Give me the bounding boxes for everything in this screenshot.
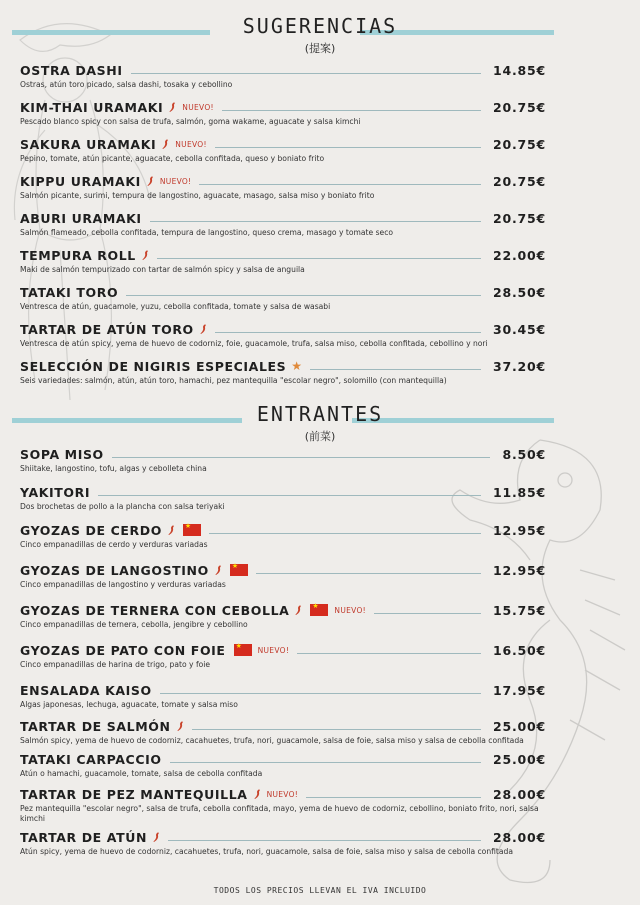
item-description: Ostras, atún toro picado, salsa dashi, tosaka y cebollino [20,80,233,89]
menu-item [20,785,546,824]
section-title: SUGERENCIAS [242,14,398,38]
menu-item-row [20,283,546,301]
menu-item [20,601,546,630]
menu-item-row [20,828,546,846]
chili-pepper-icon [294,605,302,615]
section-title: ENTRANTES [256,402,384,426]
menu-item-row [20,357,546,375]
entrantes-list [20,445,546,857]
menu-item [20,283,546,312]
item-price: 12.95€ [492,562,546,578]
item-name: TATAKI CARPACCIO [20,751,162,767]
menu-item [20,750,546,779]
item-name: GYOZAS DE PATO CON FOIE [20,642,226,658]
leader-line [256,573,481,574]
menu-item [20,209,546,238]
menu-item [20,717,546,746]
menu-item [20,246,546,275]
item-description: Shiitake, langostino, tofu, algas y cebolleta china [20,464,207,473]
menu-item-row [20,483,546,501]
item-price: 20.75€ [492,210,546,226]
item-description: Algas japonesas, lechuga, aguacate, tomate y salsa miso [20,700,238,709]
item-description: Ventresca de atún spicy, yema de huevo de codorniz, foie, guacamole, trufa, salsa miso, cebolla confitada, cebollino y nori [20,339,488,348]
item-description: Dos brochetas de pollo a la plancha con salsa teriyaki [20,502,225,511]
new-badge: NUEVO! [182,102,214,112]
menu-item [20,641,546,670]
item-description: Cinco empanadillas de ternera, cebolla, jengibre y cebollino [20,620,248,629]
menu-item-row [20,750,546,768]
menu-item-row [20,601,546,619]
item-name: KIPPU URAMAKI [20,173,141,189]
menu-item-row [20,785,546,803]
chili-pepper-icon [141,250,149,260]
leader-line [222,110,481,111]
item-description: Pez mantequilla "escolar negro", salsa de trufa, cebolla confitada, mayo, yema de huevo de codorniz, cebollino, boniato frito, nori, salsa kimchi [20,804,539,823]
leader-line [199,184,481,185]
menu-item-row [20,320,546,338]
menu-item-row [20,445,546,463]
menu-item-row [20,641,546,659]
item-name: TATAKI TORO [20,284,119,300]
sugerencias-list [20,61,546,386]
item-name: KIM-THAI URAMAKI [20,99,164,115]
item-name: GYOZAS DE CERDO [20,522,162,538]
item-price: 22.00€ [492,247,546,263]
leader-line [131,73,481,74]
item-price: 8.50€ [502,446,546,462]
leader-line [170,762,481,763]
leader-line [98,495,481,496]
new-badge: NUEVO! [334,605,366,615]
item-price: 25.00€ [492,751,546,767]
item-name: TARTAR DE ATÚN TORO [20,321,194,337]
item-price: 28.00€ [492,829,546,845]
chili-pepper-icon [176,721,184,731]
leader-line [157,258,481,259]
item-price: 12.95€ [492,522,546,538]
menu-item [20,98,546,127]
chili-pepper-icon [167,525,175,535]
chili-pepper-icon [199,324,207,334]
menu-item [20,561,546,590]
item-name: SELECCIÓN DE NIGIRIS ESPECIALES [20,358,287,374]
leader-line [160,693,481,694]
item-price: 17.95€ [492,682,546,698]
menu-item-row [20,717,546,735]
chili-pepper-icon [161,139,169,149]
menu-item [20,357,546,386]
menu-item [20,320,546,349]
item-description: Seis variedades: salmón, atún, atún toro, hamachi, pez mantequilla "escolar negro", solomillo (con mantequilla) [20,376,447,385]
item-description: Cinco empanadillas de langostino y verduras variadas [20,580,226,589]
leader-line [168,840,481,841]
item-name: TARTAR DE ATÚN [20,829,148,845]
item-price: 20.75€ [492,173,546,189]
item-description: Pepino, tomate, atún picante, aguacate, cebolla confitada, queso y boniato frito [20,154,325,163]
china-flag-icon [234,644,252,656]
item-price: 28.50€ [492,284,546,300]
item-name: ABURI URAMAKI [20,210,142,226]
menu-item-row [20,98,546,116]
leader-line [192,729,481,730]
new-badge: NUEVO! [159,176,192,186]
menu-item [20,681,546,710]
leader-line [126,295,481,296]
item-name: GYOZAS DE LANGOSTINO [20,562,209,578]
chili-pepper-icon [146,176,154,186]
menu-item [20,521,546,550]
leader-line [150,221,481,222]
menu-item [20,135,546,164]
menu-item-row [20,209,546,227]
leader-line [209,533,481,534]
item-price: 20.75€ [492,136,546,152]
item-description: Maki de salmón tempurizado con tartar de salmón spicy y salsa de anguila [20,265,305,274]
menu-item-row [20,135,546,153]
chili-pepper-icon [168,102,176,112]
china-flag-icon [230,564,248,576]
new-badge: NUEVO! [175,139,207,149]
chili-pepper-icon [253,789,261,799]
item-name: TEMPURA ROLL [20,247,136,263]
leader-line [374,613,481,614]
item-name: TARTAR DE PEZ MANTEQUILLA [20,786,248,802]
item-price: 20.75€ [492,99,546,115]
leader-line [215,147,481,148]
item-price: 30.45€ [492,321,546,337]
footer-note: TODOS LOS PRECIOS LLEVAN EL IVA INCLUIDO [213,886,427,895]
item-description: Atún o hamachi, guacamole, tomate, salsa de cebolla confitada [20,769,263,778]
leader-line [297,653,481,654]
menu-item [20,61,546,90]
item-name: SAKURA URAMAKI [20,136,157,152]
item-price: 14.85€ [492,62,546,78]
china-flag-icon [183,524,201,536]
chili-pepper-icon [214,565,222,575]
menu-item-row [20,246,546,264]
item-price: 37.20€ [492,358,546,374]
item-price: 16.50€ [492,642,546,658]
menu-item [20,828,546,857]
item-description: Pescado blanco spicy con salsa de trufa, salmón, goma wakame, aguacate y salsa kimchi [20,117,361,126]
menu-item [20,483,546,512]
item-name: ENSALADA KAISO [20,682,152,698]
menu-item [20,445,546,474]
item-description: Cinco empanadillas de harina de trigo, pato y foie [20,660,211,669]
item-description: Atún spicy, yema de huevo de codorniz, cacahuetes, trufa, nori, guacamole, salsa de foie, salsa miso y salsa de cebolla confitada [20,847,514,856]
item-description: Salmón spicy, yema de huevo de codorniz, cacahuetes, trufa, nori, guacamole, salsa de foie, salsa miso y salsa de cebolla confitada [20,736,524,745]
leader-line [310,369,481,370]
item-description: Salmón flameado, cebolla confitada, tempura de langostino, queso crema, masago y tomate seco [20,228,394,237]
item-description: Salmón picante, surimi, tempura de langostino, aguacate, masago, salsa miso y boniato frito [20,191,375,200]
item-price: 25.00€ [492,718,546,734]
item-name: OSTRA DASHI [20,62,123,78]
item-name: YAKITORI [20,484,91,500]
item-price: 28.00€ [492,786,546,802]
section-subtitle: (提案) [304,42,336,55]
menu-item [20,172,546,201]
chili-pepper-icon [152,832,160,842]
menu-item-row [20,561,546,579]
item-description: Cinco empanadillas de cerdo y verduras variadas [20,540,208,549]
leader-line [112,457,491,458]
new-badge: NUEVO! [257,645,290,655]
item-name: SOPA MISO [20,446,104,462]
item-name: TARTAR DE SALMÓN [20,718,171,734]
leader-line [306,797,481,798]
menu-item-row [20,521,546,539]
star-icon: ★ [291,359,303,373]
menu-item-row [20,172,546,190]
leader-line [215,332,481,333]
menu-item-row [20,681,546,699]
item-description: Ventresca de atún, guacamole, yuzu, cebolla confitada, tomate y salsa de wasabi [20,302,331,311]
item-price: 11.85€ [492,484,546,500]
item-name: GYOZAS DE TERNERA CON CEBOLLA [20,602,290,618]
item-price: 15.75€ [492,602,546,618]
china-flag-icon [310,604,328,616]
section-subtitle: (前菜) [304,430,336,443]
new-badge: NUEVO! [266,789,299,799]
menu-item-row [20,61,546,79]
